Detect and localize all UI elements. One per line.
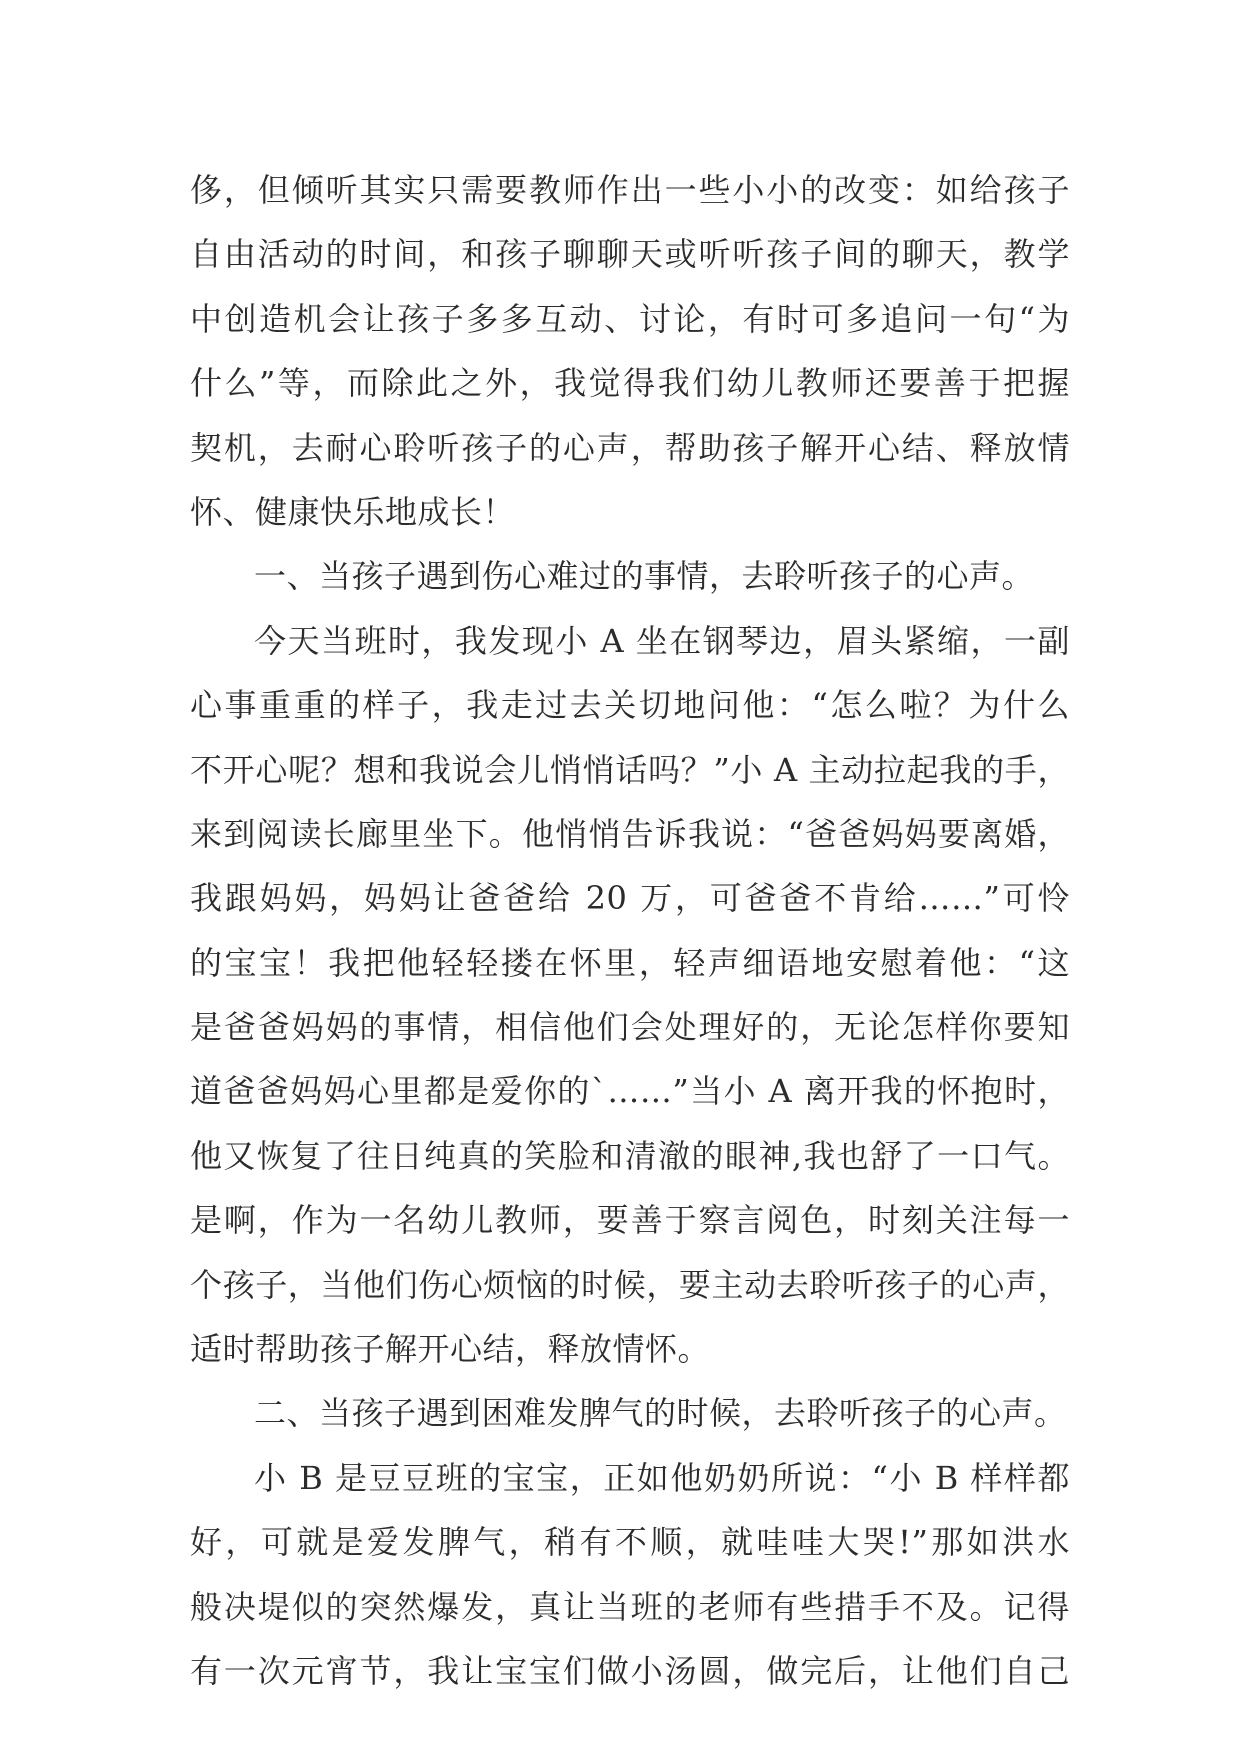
text-line: 是啊，作为一名幼儿教师，要善于察言阅色，时刻关注每一 xyxy=(190,1201,1070,1240)
text-line: 自由活动的时间，和孩子聊聊天或听听孩子间的聊天，教学 xyxy=(190,235,1070,274)
text-line: 怀、健康快乐地成长！ xyxy=(190,492,516,531)
text-line: 是爸爸妈妈的事情，相信他们会处理好的，无论怎样你要知 xyxy=(190,1008,1070,1047)
section-heading: 一、当孩子遇到伤心难过的事情，去聆听孩子的心声。 xyxy=(254,557,1035,596)
section-heading: 二、当孩子遇到困难发脾气的时候，去聆听孩子的心声。 xyxy=(254,1394,1067,1433)
text-line: 有一次元宵节，我让宝宝们做小汤圆，做完后，让他们自己 xyxy=(190,1651,1070,1690)
text-line: 道爸爸妈妈心里都是爱你的`……”当小 A 离开我的怀抱时， xyxy=(190,1072,1070,1111)
text-line: 今天当班时，我发现小 A 坐在钢琴边，眉头紧缩，一副 xyxy=(254,621,1070,660)
text-line: 中创造机会让孩子多多互动、讨论，有时可多追问一句“为 xyxy=(190,299,1070,338)
text-line: 适时帮助孩子解开心结，释放情怀。 xyxy=(190,1330,711,1369)
text-line: 心事重重的样子，我走过去关切地问他：“怎么啦？为什么 xyxy=(190,686,1070,725)
text-line: 不开心呢？想和我说会儿悄悄话吗？”小 A 主动拉起我的手， xyxy=(190,750,1070,789)
text-line: 好，可就是爱发脾气，稍有不顺，就哇哇大哭!”那如洪水 xyxy=(190,1523,1070,1562)
text-line: 小 B 是豆豆班的宝宝，正如他奶奶所说：“小 B 样样都 xyxy=(254,1458,1070,1497)
document-body xyxy=(190,158,1070,1703)
text-line: 我跟妈妈，妈妈让爸爸给 20 万，可爸爸不肯给……”可怜 xyxy=(190,879,1070,918)
text-line: 般决堤似的突然爆发，真让当班的老师有些措手不及。记得 xyxy=(190,1587,1070,1626)
text-line: 契机，去耐心聆听孩子的心声，帮助孩子解开心结、释放情 xyxy=(190,428,1070,467)
text-line: 的宝宝！我把他轻轻搂在怀里，轻声细语地安慰着他：“这 xyxy=(190,943,1070,982)
text-line: 他又恢复了往日纯真的笑脸和清澈的眼神,我也舒了一口气。 xyxy=(190,1136,1070,1175)
text-line: 什么”等，而除此之外，我觉得我们幼儿教师还要善于把握 xyxy=(190,364,1070,403)
text-line: 侈，但倾听其实只需要教师作出一些小小的改变：如给孩子 xyxy=(190,171,1070,209)
text-line: 来到阅读长廊里坐下。他悄悄告诉我说：“爸爸妈妈要离婚， xyxy=(190,814,1070,853)
text-line: 个孩子，当他们伤心烦恼的时候，要主动去聆听孩子的心声， xyxy=(190,1265,1070,1304)
